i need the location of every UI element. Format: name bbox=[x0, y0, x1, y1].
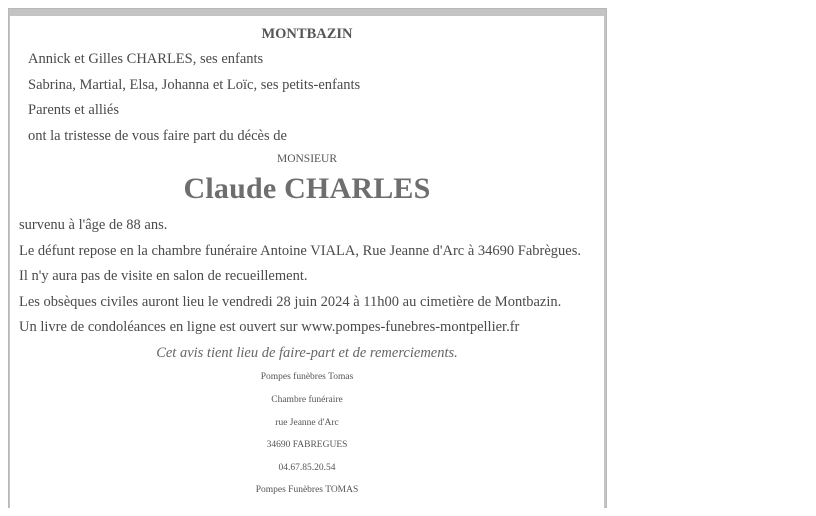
closing-note: Cet avis tient lieu de faire-part et de remerciements. bbox=[156, 345, 458, 361]
funeral-line: Les obsèques civiles auront lieu le vendredi 28 juin 2024 à 11h00 au cimetière de Montbazin. bbox=[19, 294, 562, 310]
family-line-grandchildren: Sabrina, Martial, Elsa, Johanna et Loïc, ses petits-enfants bbox=[28, 77, 361, 93]
signature-company-upper: Pompes Funèbres TOMAS bbox=[255, 485, 359, 495]
age-line: survenu à l'âge de 88 ans. bbox=[19, 217, 168, 233]
condolence-line: Un livre de condoléances en ligne est ouvert sur www.pompes-funebres-montpellier.fr bbox=[19, 319, 520, 335]
family-line-children: Annick et Gilles CHARLES, ses enfants bbox=[28, 51, 264, 67]
repose-line: Le défunt repose en la chambre funéraire Antoine VIALA, Rue Jeanne d'Arc à 34690 Fabrègues. bbox=[19, 243, 582, 259]
town-heading: MONTBAZIN bbox=[261, 26, 353, 42]
signature-phone: 04.67.85.20.54 bbox=[278, 463, 336, 473]
honorific: MONSIEUR bbox=[276, 153, 338, 165]
announcement-intro: ont la tristesse de vous faire part du décès de bbox=[28, 128, 287, 144]
signature-chamber: Chambre funéraire bbox=[271, 395, 343, 405]
deceased-name: Claude CHARLES bbox=[183, 172, 431, 205]
obituary-notice bbox=[10, 16, 604, 508]
signature-city: 34690 FABREGUES bbox=[266, 440, 348, 450]
signature-company: Pompes funèbres Tomas bbox=[260, 372, 354, 382]
signature-street: rue Jeanne d'Arc bbox=[275, 418, 339, 428]
visit-line: Il n'y aura pas de visite en salon de recueillement. bbox=[19, 268, 308, 284]
family-line-relatives: Parents et alliés bbox=[28, 102, 120, 118]
